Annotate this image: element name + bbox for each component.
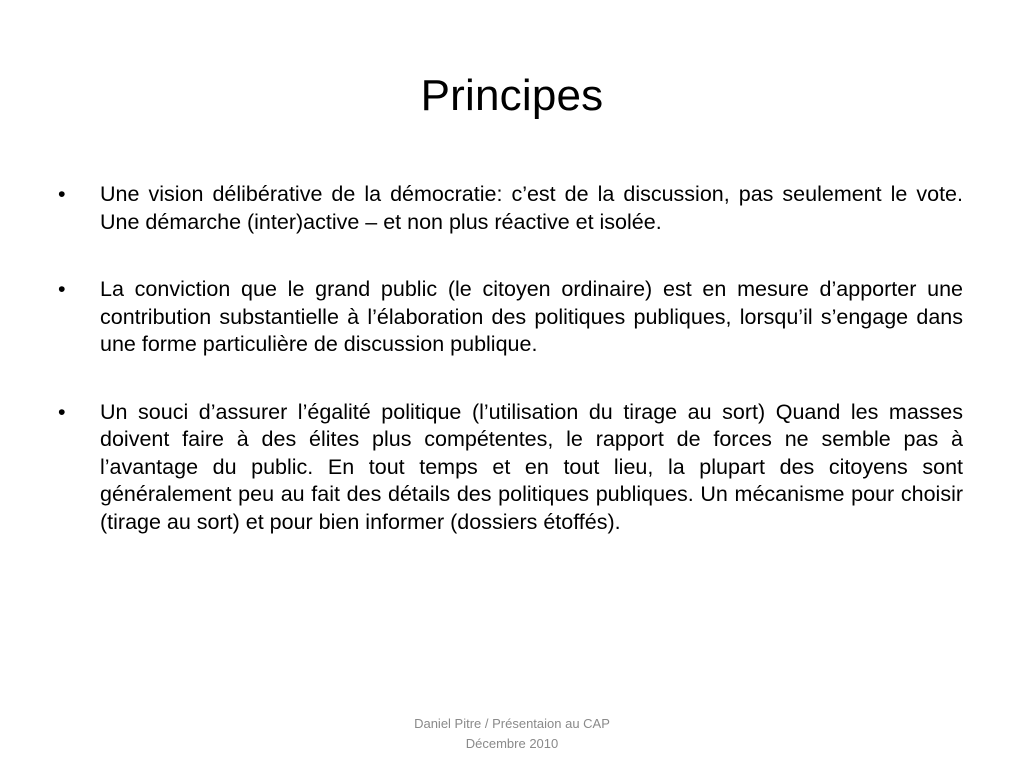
bullet-text: Une vision délibérative de la démocratie: c’est de la discussion, pas seulement le vote. Une démarche (inter)active – et non plus réactive et isolée.	[100, 182, 963, 234]
bullet-item	[58, 181, 963, 236]
footer-author-line: Daniel Pitre / Présentaion au CAP	[414, 716, 610, 731]
bullet-dot-icon: •	[58, 277, 66, 301]
bullet-item	[58, 276, 963, 359]
slide-title: Principes	[420, 71, 604, 120]
bullet-list	[58, 181, 963, 576]
bullet-dot-icon: •	[58, 399, 66, 424]
bullet-dot-icon: •	[58, 182, 66, 206]
footer-date-line: Décembre 2010	[465, 736, 559, 751]
bullet-text: La conviction que le grand public (le citoyen ordinaire) est en mesure d’apporter une contribution substantielle à l’élaboration des politiques publiques, lorsqu’il s’engage dans une forme particulière de discussion publique.	[100, 277, 963, 356]
bullet-text: Un souci d’assurer l’égalité politique (l’utilisation du tirage au sort) Quand les masses doivent faire à des élites plus compétentes, le rapport de forces ne semble pas à l’avantage du public. En tout temps et en tout lieu, la plupart des citoyens sont généralement peu au fait des détails des politiques publiques. Un mécanisme pour choisir (tirage au sort) et pour bien informer (dossiers étoffés).	[100, 399, 963, 534]
slide-footer	[362, 714, 662, 754]
bullet-item	[58, 399, 963, 537]
